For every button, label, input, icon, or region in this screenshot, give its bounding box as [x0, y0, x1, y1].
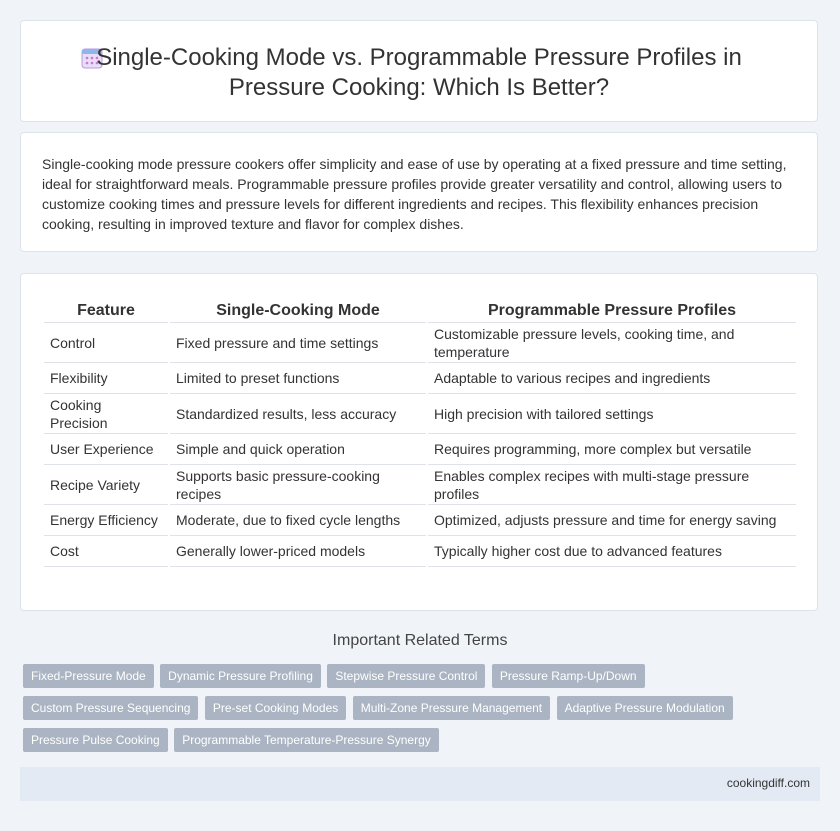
related-term-tag[interactable]: Fixed-Pressure Mode — [23, 664, 154, 688]
table-cell: Moderate, due to fixed cycle lengths — [170, 505, 426, 536]
comparison-table — [42, 292, 798, 567]
table-row — [44, 434, 796, 465]
table-row — [44, 363, 796, 394]
related-term-tag[interactable]: Dynamic Pressure Profiling — [160, 664, 321, 688]
title-card — [20, 20, 818, 122]
footer — [20, 767, 820, 801]
table-cell: High precision with tailored settings — [428, 394, 796, 434]
table-row — [44, 465, 796, 505]
related-term-tag[interactable]: Pressure Pulse Cooking — [23, 728, 168, 752]
intro-card — [20, 132, 818, 252]
related-term-tag[interactable]: Programmable Temperature-Pressure Synergy — [174, 728, 439, 752]
table-row — [44, 323, 796, 363]
table-cell: Cost — [44, 536, 168, 567]
comparison-card — [20, 273, 818, 611]
table-cell: Optimized, adjusts pressure and time for energy saving — [428, 505, 796, 536]
related-terms-list — [23, 664, 823, 760]
table-row — [44, 536, 796, 567]
table-cell: Control — [44, 323, 168, 363]
table-cell: Simple and quick operation — [170, 434, 426, 465]
table-cell: Flexibility — [44, 363, 168, 394]
table-cell: Typically higher cost due to advanced features — [428, 536, 796, 567]
table-cell: Standardized results, less accuracy — [170, 394, 426, 434]
related-terms-heading: Important Related Terms — [332, 632, 508, 649]
footer-site-link[interactable]: cookingdiff.com — [726, 776, 810, 790]
related-term-tag[interactable]: Pre-set Cooking Modes — [205, 696, 346, 720]
table-header-row — [44, 292, 796, 323]
header-feature: Feature — [44, 292, 168, 323]
related-term-tag[interactable]: Custom Pressure Sequencing — [23, 696, 198, 720]
table-row — [44, 394, 796, 434]
table-cell: Generally lower-priced models — [170, 536, 426, 567]
table-row — [44, 505, 796, 536]
table-cell: Supports basic pressure-cooking recipes — [170, 465, 426, 505]
page-title — [21, 43, 817, 103]
table-cell: Cooking Precision — [44, 394, 168, 434]
table-cell: Fixed pressure and time settings — [170, 323, 426, 363]
table-cell: Customizable pressure levels, cooking time, and temperature — [428, 323, 796, 363]
page-title-line-2: Pressure Cooking: Which Is Better? — [228, 74, 610, 101]
intro-text: Single-cooking mode pressure cookers offer simplicity and ease of use by operating at a fixed pressure and time setting, ideal for straightforward meals. Programmable pressure profiles provide greater versatility and control, allowing users to customize cooking times and pressure levels for different ingredients and recipes. This flexibility enhances precision cooking, resulting in improved texture and flavor for complex dishes. — [42, 156, 787, 232]
related-term-tag[interactable]: Pressure Ramp-Up/Down — [492, 664, 645, 688]
table-cell: Requires programming, more complex but versatile — [428, 434, 796, 465]
related-term-tag[interactable]: Stepwise Pressure Control — [327, 664, 485, 688]
related-term-tag[interactable]: Adaptive Pressure Modulation — [557, 696, 733, 720]
table-cell: User Experience — [44, 434, 168, 465]
header-single-cooking-mode: Single-Cooking Mode — [170, 292, 426, 323]
header-programmable-profiles: Programmable Pressure Profiles — [428, 292, 796, 323]
related-term-tag[interactable]: Multi-Zone Pressure Management — [353, 696, 550, 720]
table-cell: Limited to preset functions — [170, 363, 426, 394]
table-cell: Energy Efficiency — [44, 505, 168, 536]
table-cell: Adaptable to various recipes and ingredients — [428, 363, 796, 394]
table-cell: Recipe Variety — [44, 465, 168, 505]
page-title-line-1: Single-Cooking Mode vs. Programmable Pressure Profiles in — [96, 44, 742, 71]
table-cell: Enables complex recipes with multi-stage pressure profiles — [428, 465, 796, 505]
